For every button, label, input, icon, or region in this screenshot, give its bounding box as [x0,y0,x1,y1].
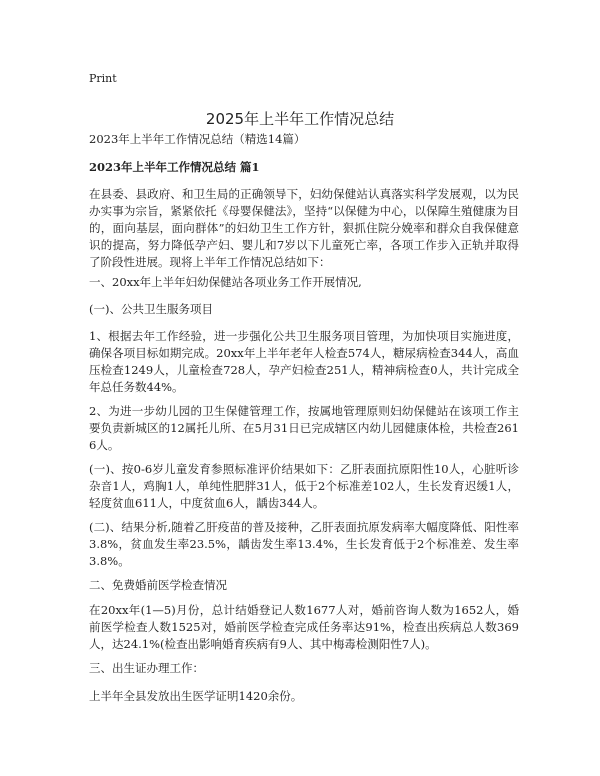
document-subtitle: 2023年上半年工作情况总结（精选14篇） [89,132,306,146]
document-title: 2025年上半年工作情况总结 [205,110,395,129]
paragraph-item-2: 2、为进一步幼儿园的卫生保健管理工作，按属地管理原则妇幼保健站在该项工作主要负责新城区的12属托儿所、在5月31日已完成辖区内幼儿园健康体检，共检查2616人。 [89,404,519,452]
section-two-heading: 二、免费婚前医学检查情况 [89,578,227,592]
section-heading: 2023年上半年工作情况总结 篇1 [89,160,260,174]
subsection-public-health: (一)、公共卫生服务项目 [89,302,213,316]
paragraph-result-analysis: (二)、结果分析,随着乙肝疫苗的普及接种，乙肝表面抗原发病率大幅度降低、阳性率3.8%，贫血发生率23.5%，龋齿发生率13.4%，生长发育低于2个标准差、发生率3.8%。 [89,520,519,568]
paragraph-item-1: 1、根据去年工作经验，进一步强化公共卫生服务项目管理，为加快项目实施进度，确保各项目标如期完成。20xx年上半年老年人检查574人，糖尿病检查344人，高血压检查1249人，儿童检查728人，孕产妇检查251人，精神病检查0人，共计完成全年总任务数44%。 [89,329,519,394]
paragraph-premarital-check: 在20xx年(1—5)月份，总计结婚登记人数1677人对，婚前咨询人数为1652人，婚前医学检查人数1525对，婚前医学检查完成任务率达91%，检查出疾病总人数369人，达24.1%(检查出影响婚育疾病有9人、其中梅毒检测阳性7人)。 [89,603,519,651]
intro-paragraph: 在县委、县政府、和卫生局的正确领导下，妇幼保健站认真落实科学发展观，以为民办实事为宗旨，紧紧依托《母婴保健法》，坚持“以保健为中心，以保障生殖健康为目的，面向基层，面向群体”的妇幼卫生工作方针，狠抓住院分娩率和群众自我保健意识的提高，努力降低孕产妇、婴儿和7岁以下儿童死亡率，各项工作步入正轨并取得了阶段性进展。现将上半年工作情况总结如下： [89,187,519,269]
section-one-heading: 一、20xx年上半年妇幼保健站各项业务工作开展情况, [89,275,362,289]
print-label[interactable]: Print [89,72,117,85]
paragraph-birth-certificates: 上半年全县发放出生医学证明1420余份。 [89,689,303,703]
paragraph-evaluation-results: (一)、按0-6岁儿童发育参照标准评价结果如下：乙肝表面抗原阳性10人，心脏听诊杂音1人，鸡胸1人，单纯性肥胖31人，低于2个标准差102人，生长发育迟缓1人，轻度贫血611人，中度贫血6人，龋齿344人。 [89,462,519,510]
section-three-heading: 三、出生证办理工作： [89,661,204,675]
